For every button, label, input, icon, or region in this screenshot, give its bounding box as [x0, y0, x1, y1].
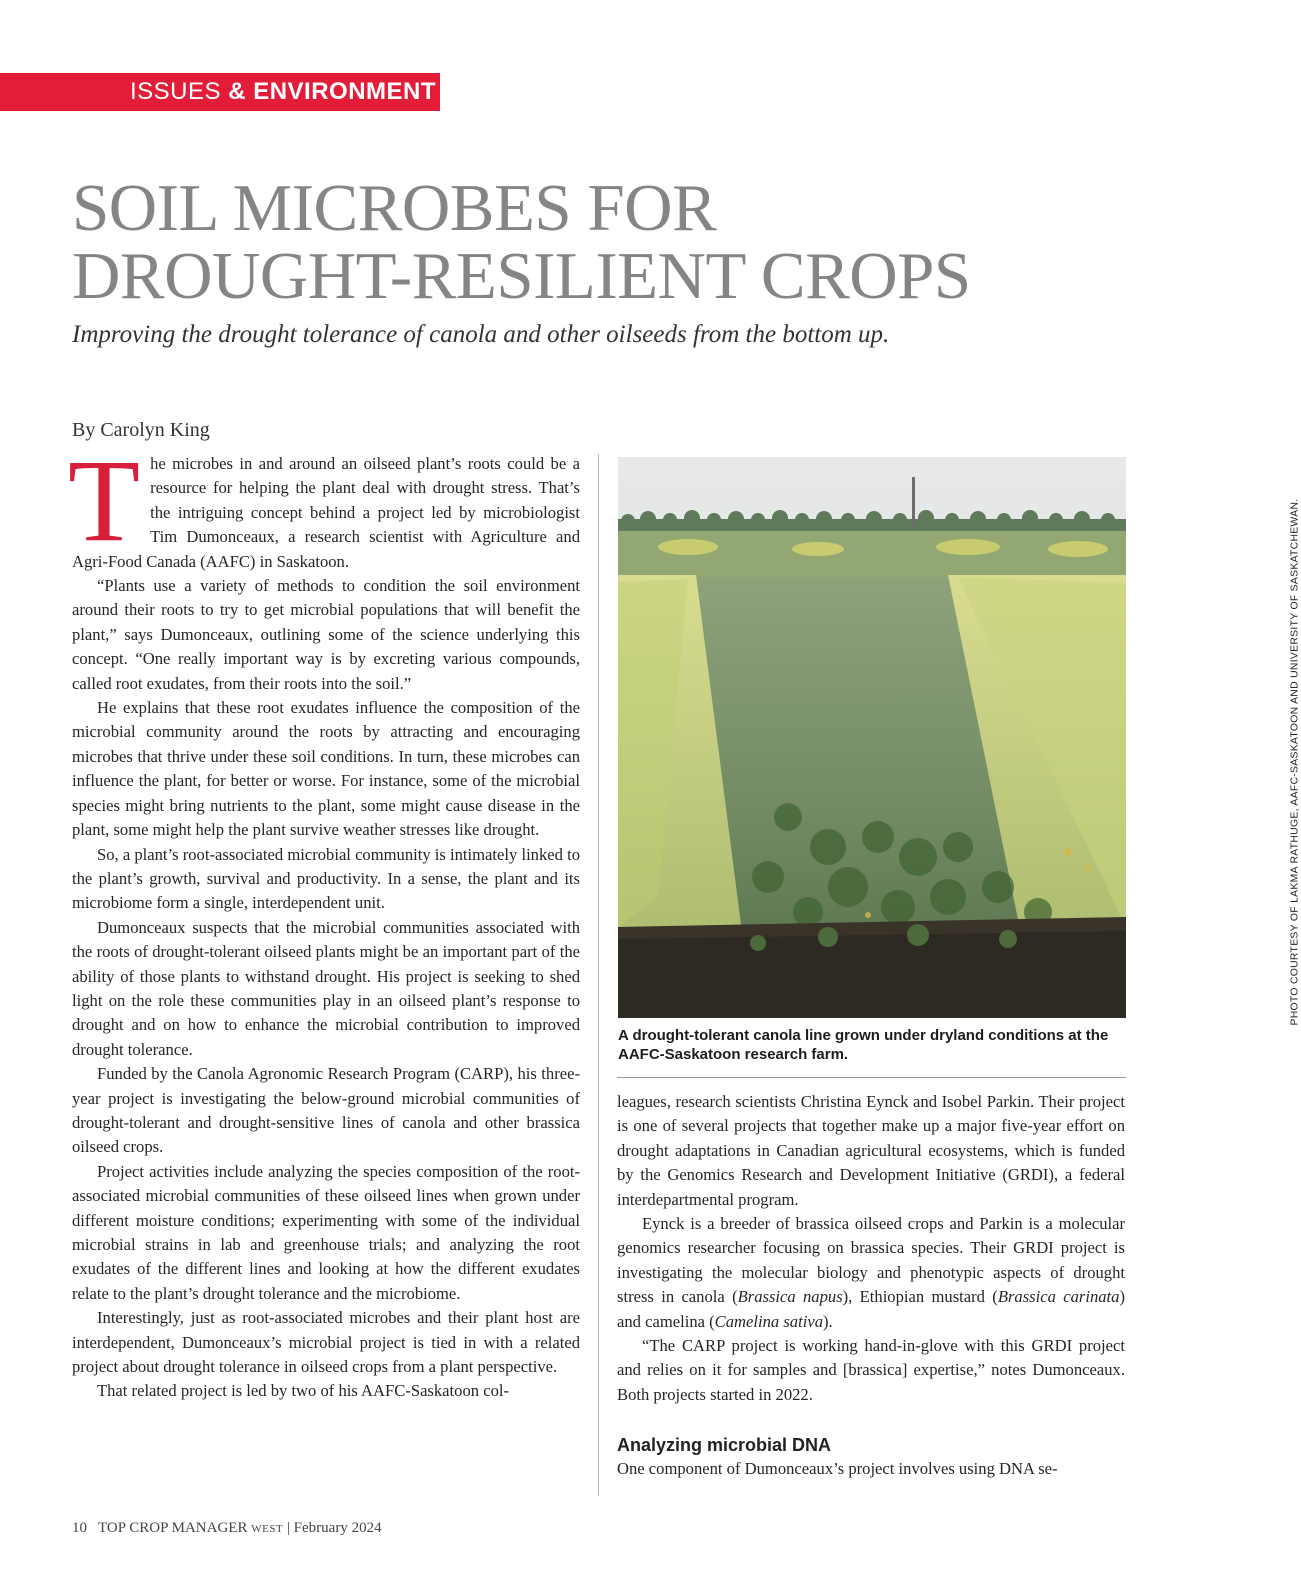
- issue-date: | February 2024: [286, 1520, 382, 1536]
- paragraph-text: Eynck is a breeder of brassica oilseed crops and Parkin is a molecular genomics researcher focusing on brassica species. Their GRDI project is investigating the molecular biology and phenotypic aspects of drought stress in canola (: [617, 1214, 1125, 1307]
- species-name: Camelina sativa: [714, 1311, 823, 1331]
- page-number: 10: [72, 1520, 87, 1536]
- species-name: Brassica carinata: [997, 1287, 1120, 1307]
- paragraph: Project activities include analyzing the species composition of the root-associated microbial communities of these oilseed lines when grown under different moisture conditions; experimenting with some of the individual microbial strains in lab and greenhouse trials; and analyzing the root exudates of the different lines and looking at how the different exudates relate to the plant’s drought tolerance and the microbiome.: [72, 1161, 580, 1303]
- byline: By Carolyn King: [72, 419, 210, 441]
- photo-caption: A drought-tolerant canola line grown under dryland conditions at the AAFC-Saskatoon research farm.: [618, 1027, 1109, 1063]
- paragraph-text: ).: [823, 1311, 833, 1331]
- headline: [72, 171, 1132, 313]
- section-label-light: ISSUES: [130, 78, 222, 105]
- page-footer: [72, 1520, 382, 1537]
- subheading: Analyzing microbial DNA: [617, 1435, 832, 1456]
- paragraph-text: he microbes in and around an oilseed plant’s roots could be a resource for helping the plant deal with drought stress. That’s the intriguing concept behind a project led by microbiologist Tim Dumonceaux, a research scientist with Agriculture and Agri-Food Canada (AAFC) in Saskatoon.: [72, 454, 580, 571]
- caption-divider: [617, 1077, 1126, 1078]
- paragraph: One component of Dumonceaux’s project involves using DNA se-: [617, 1459, 1058, 1479]
- paragraph-text: ) and camelina (: [617, 1287, 1125, 1331]
- paragraph-text: ), Ethiopian mustard (: [842, 1287, 998, 1307]
- paragraph: So, a plant’s root-associated microbial community is intimately linked to the plant’s growth, survival and productivity. In a sense, the plant and its microbiome form a single, interdependent unit.: [72, 844, 580, 913]
- paragraph: That related project is led by two of his AAFC-Saskatoon col-: [97, 1381, 509, 1401]
- article-left-column: [68, 435, 580, 1404]
- magazine-edition: WEST: [251, 1523, 284, 1535]
- paragraph: Dumonceaux suspects that the microbial communities associated with the roots of drought-tolerant oilseed plants might be an important part of the ability of those plants to withstand drought. His project is seeking to shed light on the role these communities play in an oilseed plant’s response to drought and on how to enhance the microbial contribution to improved drought tolerance.: [72, 917, 580, 1059]
- paragraph: Interestingly, just as root-associated microbes and their plant host are interdependent, Dumonceaux’s microbial project is tied in with a related project about drought tolerance in oilseed crops from a plant perspective.: [72, 1308, 580, 1377]
- field-photo: [618, 457, 1126, 1018]
- paragraph: “Plants use a variety of methods to condition the soil environment around their roots to try to get microbial populations that will benefit the plant,” says Dumonceaux, outlining some of the science underlying this concept. “One really important way is by excreting various compounds, called root exudates, from their roots into the soil.”: [72, 576, 580, 693]
- paragraph: Funded by the Canola Agronomic Research Program (CARP), his three-year project is investigating the below-ground microbial communities of drought-tolerant and drought-sensitive lines of canola and other brassica oilseed crops.: [72, 1064, 580, 1157]
- article-right-column: [617, 1090, 1125, 1482]
- column-divider: [598, 454, 599, 1496]
- paragraph: [68, 435, 580, 574]
- headline-line-2: DROUGHT-RESILIENT CROPS: [72, 239, 971, 313]
- section-label-bold: & ENVIRONMENT: [228, 78, 437, 105]
- paragraph: leagues, research scientists Christina Eynck and Isobel Parkin. Their project is one of several projects that together make up a major five-year effort on drought adaptations in Canadian agricultural ecosystems, which is funded by the Genomics Research and Development Initiative (GRDI), a federal interdepartmental program.: [617, 1092, 1125, 1209]
- section-tab: [0, 73, 440, 111]
- drop-cap: T: [68, 435, 141, 566]
- paragraph: “The CARP project is working hand-in-glove with this GRDI project and relies on it for samples and [brassica] expertise,” notes Dumonceaux. Both projects started in 2022.: [617, 1336, 1125, 1404]
- headline-line-1: SOIL MICROBES FOR: [72, 171, 717, 245]
- paragraph: He explains that these root exudates influence the composition of the microbial community around the roots by attracting and encouraging microbes that thrive under these soil conditions. In turn, these microbes can influence the plant, for better or worse. For instance, some of the microbial species might bring nutrients to the plant, some might cause disease in the plant, some might help the plant survive weather stresses like drought.: [72, 698, 580, 840]
- photo-credit: PHOTO COURTESY OF LAKMA RATHUGE, AAFC-SASKATOON AND UNIVERSITY OF SASKATCHEWAN.: [1289, 498, 1301, 1026]
- magazine-name: TOP CROP MANAGER: [97, 1520, 248, 1536]
- canola-field-illustration: [618, 457, 1126, 1018]
- paragraph: [617, 1212, 1125, 1334]
- species-name: Brassica napus: [737, 1287, 843, 1307]
- deck: Improving the drought tolerance of canola and other oilseeds from the bottom up.: [72, 321, 890, 348]
